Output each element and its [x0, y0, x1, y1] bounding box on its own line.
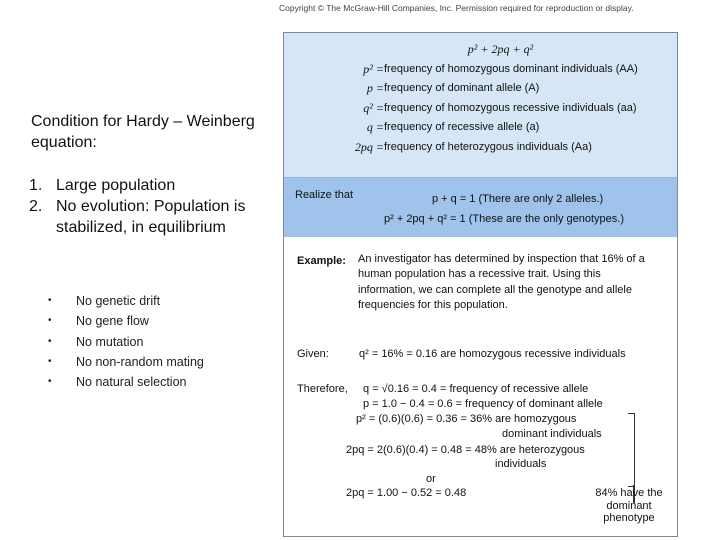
- allele-sum-equation: p + q = 1 (There are only 2 alleles.): [432, 193, 604, 205]
- assumptions-list: [48, 291, 204, 392]
- sum-bracket: [628, 413, 635, 487]
- bullet-text: No genetic drift: [76, 294, 161, 308]
- example-text: An investigator has determined by inspection that 16% of a human population has a recessive trait. Using this information, we can complete all the genotype and allele frequencies for this population.: [358, 253, 645, 311]
- definition-term: p =: [366, 81, 384, 96]
- definition-row: [284, 60, 677, 80]
- definition-text: frequency of homozygous dominant individuals (AA): [384, 62, 638, 75]
- definition-row: [284, 79, 677, 99]
- bullet-text: No gene flow: [76, 314, 149, 329]
- realize-section: [284, 178, 677, 237]
- list-item: [48, 311, 204, 331]
- genotype-sum-equation: p² + 2pq + q² = 1 (These are the only genotypes.): [384, 213, 625, 225]
- condition-number: 1.: [29, 177, 43, 194]
- condition-item: [29, 196, 286, 238]
- definitions-section: [284, 33, 677, 178]
- bullet-text: No mutation: [76, 334, 144, 349]
- definition-term: q =: [366, 120, 384, 135]
- calc-line: individuals: [495, 458, 547, 470]
- calc-line: 2pq = 1.00 − 0.52 = 0.48: [346, 487, 467, 499]
- calc-line: p = 1.0 − 0.4 = 0.6 = frequency of dominant allele: [363, 398, 603, 410]
- calc-line: dominant individuals: [502, 428, 602, 440]
- condition-item: [29, 175, 286, 196]
- list-item: [48, 372, 204, 392]
- slide-heading: Condition for Hardy – Weinberg equation:: [31, 113, 255, 151]
- bullet-icon: •: [48, 315, 52, 327]
- calc-line: q = √0.16 = 0.4 = frequency of recessive allele: [363, 383, 589, 395]
- list-item: [48, 352, 204, 372]
- given-label: Given:: [297, 348, 329, 360]
- list-item: [48, 332, 204, 352]
- given-text: q² = 16% = 0.16 are homozygous recessive individuals: [359, 348, 626, 360]
- example-label: Example:: [297, 255, 346, 267]
- therefore-label: Therefore,: [297, 383, 348, 395]
- definition-term: 2pq =: [354, 139, 384, 154]
- definition-term: p² =: [363, 61, 384, 76]
- definition-row: [284, 99, 677, 119]
- definition-text: frequency of heterozygous individuals (Aa): [384, 140, 592, 153]
- calc-line: or: [426, 473, 436, 485]
- bullet-icon: •: [48, 295, 52, 306]
- definition-text: frequency of recessive allele (a): [384, 121, 540, 134]
- condition-text: Large population: [56, 177, 176, 194]
- conditions-list: [29, 175, 286, 238]
- definition-term: q² =: [363, 100, 384, 115]
- condition-number: 2.: [29, 198, 43, 215]
- bullet-text: No natural selection: [76, 375, 187, 390]
- condition-text: No evolution: Population is stabilized, in equilibrium: [56, 198, 246, 236]
- bullet-icon: •: [48, 335, 52, 347]
- definition-row: [284, 138, 677, 158]
- definition-text: frequency of homozygous recessive individuals (aa): [384, 101, 637, 114]
- definition-row: [284, 118, 677, 138]
- calc-line: p² = (0.6)(0.6) = 0.36 = 36% are homozygous: [356, 413, 577, 425]
- main-equation: p² + 2pq + q²: [467, 42, 534, 56]
- dominant-phenotype-summary: 84% have the dominant phenotype: [595, 487, 663, 524]
- list-item: [48, 291, 204, 311]
- bullet-icon: •: [48, 355, 52, 367]
- bullet-text: No non-random mating: [76, 354, 204, 369]
- calc-line: 2pq = 2(0.6)(0.4) = 0.48 = 48% are heterozygous: [346, 444, 585, 456]
- copyright-notice: Copyright © The McGraw-Hill Companies, Inc. Permission required for reproduction or display.: [279, 3, 634, 13]
- bullet-icon: •: [48, 376, 52, 388]
- hardy-weinberg-figure: [283, 32, 678, 537]
- definition-text: frequency of dominant allele (A): [384, 82, 540, 95]
- realize-label: Realize that: [295, 189, 354, 201]
